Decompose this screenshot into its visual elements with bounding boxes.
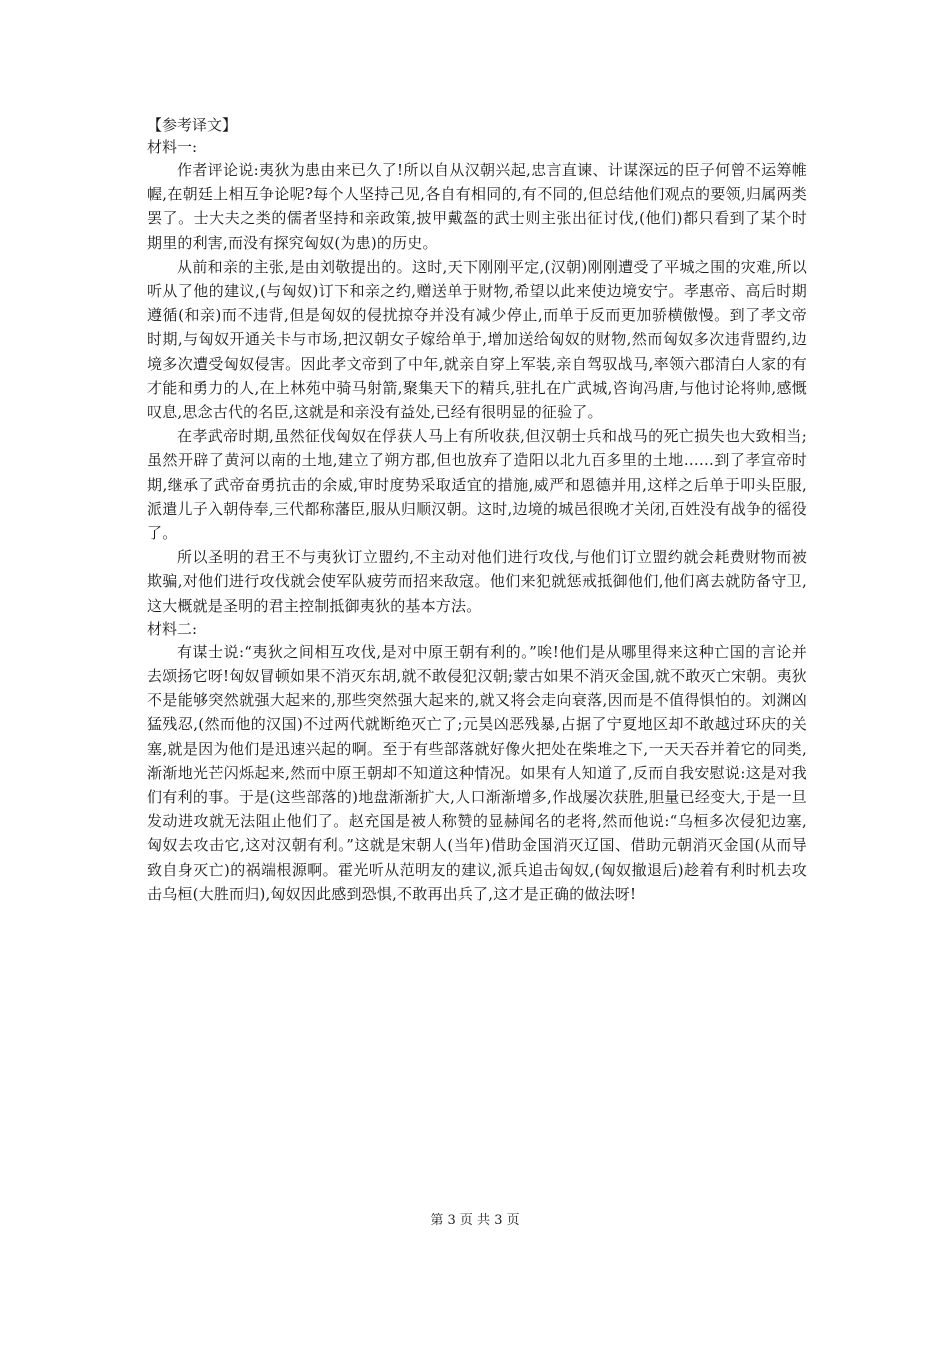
material-one-paragraph: 在孝武帝时期,虽然征伐匈奴在俘获人马上有所收获,但汉朝士兵和战马的死亡损失也大致相当;虽然开辟了黄河以南的土地,建立了朔方郡,但也放弃了造阳以北九百多里的土地……到了孝宣帝时期,继承了武帝奋勇抗击的余威,审时度势采取适宜的措施,威严和恩德并用,这样之后单于叩头臣服,派遣儿子入朝侍奉,三代都称藩臣,服从归顺汉朝。这时,边境的城邑很晚才关闭,百姓没有战争的徭役了。 xyxy=(147,427,807,543)
translation-heading: 【参考译文】 xyxy=(147,116,238,134)
material-one-paragraph: 所以圣明的君王不与夷狄订立盟约,不主动对他们进行攻伐,与他们订立盟约就会耗费财物而被欺骗,对他们进行攻伐就会使军队疲劳而招来敌寇。他们来犯就惩戒抵御他们,他们离去就防备守卫,这大概就是圣明的君主控制抵御夷狄的基本方法。 xyxy=(147,548,807,615)
material-one-label: 材料一: xyxy=(147,138,198,156)
material-one-paragraph: 从前和亲的主张,是由刘敬提出的。这时,天下刚刚平定,(汉朝)刚刚遭受了平城之围的灾难,所以听从了他的建议,(与匈奴)订下和亲之约,赠送单于财物,希望以此来使边境安宁。孝惠帝、高后时期遵循(和亲)而不违背,但是匈奴的侵扰掠夺并没有减少停止,而单于反而更加骄横傲慢。到了孝文帝时期,与匈奴开通关卡与市场,把汉朝女子嫁给单于,增加送给匈奴的财物,然而匈奴多次违背盟约,边境多次遭受匈奴侵害。因此孝文帝到了中年,就亲自穿上军装,亲自驾驭战马,率领六郡清白人家的有才能和勇力的人,在上林苑中骑马射箭,聚集天下的精兵,驻扎在广武城,咨询冯唐,与他讨论将帅,感慨叹息,思念古代的名臣,这就是和亲没有益处,已经有很明显的征验了。 xyxy=(147,257,807,422)
material-two-label: 材料二: xyxy=(147,619,198,638)
page-number-footer: 第 3 页 共 3 页 xyxy=(430,1213,520,1228)
document-body xyxy=(147,114,807,906)
material-two-paragraph: 有谋士说:“夷狄之间相互攻伐,是对中原王朝有利的。”唉!他们是从哪里得来这种亡国的言论并去颂扬它呀!匈奴冒顿如果不消灭东胡,就不敢侵犯汉朝;蒙古如果不消灭金国,就不敢灭亡宋朝。夷狄不是能够突然就强大起来的,那些突然强大起来的,就又将会走向衰落,因而是不值得惧怕的。刘渊凶猛残忍,(然而他的汉国)不过两代就断绝灭亡了;元昊凶恶残暴,占据了宁夏地区却不敢越过环庆的关塞,就是因为他们是迅速兴起的啊。至于有些部落就好像火把处在柴堆之下,一天天吞并着它的同类,渐渐地光芒闪烁起来,然而中原王朝却不知道这种情况。如果有人知道了,反而自我安慰说:这是对我们有利的事。于是(这些部落的)地盘渐渐扩大,人口渐渐增多,作战屡次获胜,胆量已经变大,于是一旦发动进攻就无法阻止他们了。赵充国是被人称赞的显赫闻名的老将,然而他说:“乌桓多次侵犯边塞,匈奴去攻击它,这对汉朝有利。”这就是宋朝人(当年)借助金国消灭辽国、借助元朝消灭金国(从而导致自身灭亡)的祸端根源啊。霍光听从范明友的建议,派兵追击匈奴,(匈奴撤退后)趁着有利时机去攻击乌桓(大胜而归),匈奴因此感到恐惧,不敢再出兵了,这才是正确的做法呀! xyxy=(147,642,807,903)
material-one-paragraph: 作者评论说:夷狄为患由来已久了!所以自从汉朝兴起,忠言直谏、计谋深远的臣子何曾不运筹帷幄,在朝廷上相互争论呢?每个人坚持己见,各自有相同的,有不同的,但总结他们观点的要领,归属两类罢了。士大夫之类的儒者坚持和亲政策,披甲戴盔的武士则主张出征讨伐,(他们)都只看到了某个时期里的利害,而没有探究匈奴(为患)的历史。 xyxy=(147,161,807,252)
